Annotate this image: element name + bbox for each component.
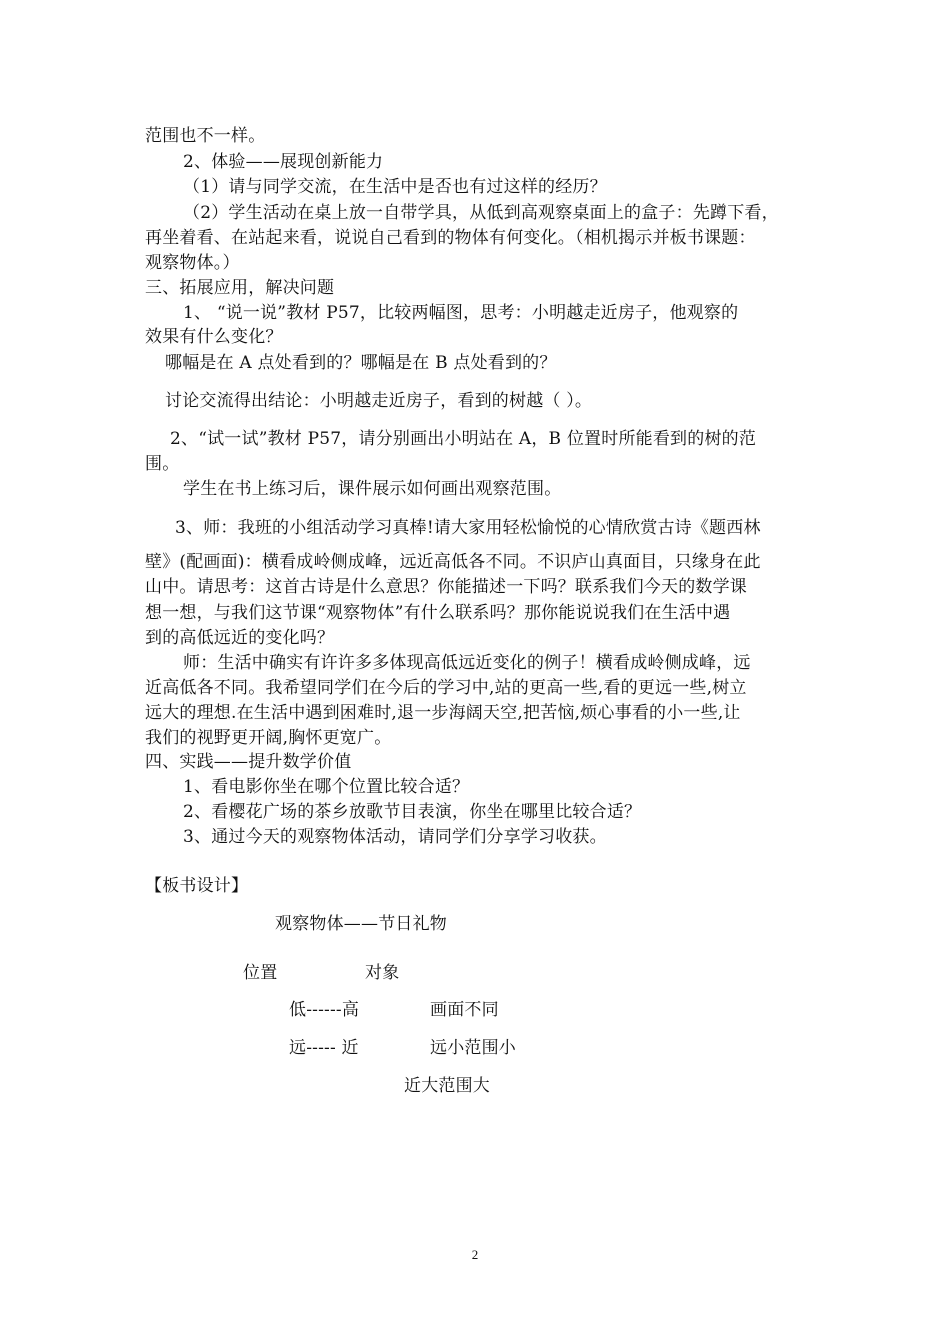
board-cell: 远小范围小 xyxy=(430,1038,516,1058)
text-line: 1、看电影你坐在哪个位置比较合适？ xyxy=(183,777,470,797)
text-line: （2）学生活动在桌上放一自带学具，从低到高观察桌面上的盒子：先蹲下看， xyxy=(183,203,779,223)
text-line: 讨论交流得出结论：小明越走近房子，看到的树越（ ）。 xyxy=(165,391,593,411)
section-heading: 四、实践——提升数学价值 xyxy=(145,752,352,772)
board-cell: 低------高 xyxy=(289,1000,360,1020)
board-column-object: 对象 xyxy=(365,963,400,983)
text-line: 近高低各不同。我希望同学们在今后的学习中,站的更高一些,看的更远一些,树立 xyxy=(145,678,747,698)
text-line: 哪幅是在 A 点处看到的？哪幅是在 B 点处看到的？ xyxy=(165,353,557,373)
text-line: 范围也不一样。 xyxy=(145,126,266,146)
text-line: 想一想，与我们这节课“观察物体”有什么联系吗？那你能说说我们在生活中遇 xyxy=(145,603,731,623)
text-line: 观察物体。） xyxy=(145,253,240,273)
board-cell: 画面不同 xyxy=(430,1000,499,1020)
text-line: 壁》(配画面)：横看成岭侧成峰，远近高低各不同。不识庐山真面目，只缘身在此 xyxy=(145,552,761,572)
text-line: （1）请与同学交流，在生活中是否也有过这样的经历？ xyxy=(183,177,607,197)
board-cell: 远----- 近 xyxy=(289,1038,359,1058)
text-line: 山中。请思考：这首古诗是什么意思？你能描述一下吗？联系我们今天的数学课 xyxy=(145,577,747,597)
board-column-position: 位置 xyxy=(243,963,278,983)
text-line: 2、看樱花广场的茶乡放歌节目表演，你坐在哪里比较合适？ xyxy=(183,802,642,822)
text-line: 学生在书上练习后，课件展示如何画出观察范围。 xyxy=(183,479,562,499)
text-line: 再坐着看、在站起来看，说说自己看到的物体有何变化。（相机揭示并板书课题： xyxy=(145,228,756,248)
board-heading: 【板书设计】 xyxy=(145,876,249,896)
text-line: 3、师：我班的小组活动学习真棒!请大家用轻松愉悦的心情欣赏古诗《题西林 xyxy=(175,518,761,538)
text-line: 1、 “说一说”教材 P57，比较两幅图，思考：小明越走近房子，他观察的 xyxy=(183,303,739,323)
board-title: 观察物体——节日礼物 xyxy=(275,914,447,934)
text-line: 师：生活中确实有许许多多体现高低远近变化的例子！横看成岭侧成峰，远 xyxy=(183,653,751,673)
text-line: 围。 xyxy=(145,454,180,474)
section-heading: 2、体验——展现创新能力 xyxy=(183,152,384,172)
text-line: 3、通过今天的观察物体活动，请同学们分享学习收获。 xyxy=(183,827,607,847)
board-cell: 近大范围大 xyxy=(404,1076,490,1096)
section-heading: 三、拓展应用，解决问题 xyxy=(145,278,335,298)
text-line: 效果有什么变化？ xyxy=(145,327,283,347)
text-line: 我们的视野更开阔,胸怀更宽广。 xyxy=(145,728,392,748)
text-line: 远大的理想.在生活中遇到困难时,退一步海阔天空,把苦恼,烦心事看的小一些,让 xyxy=(145,703,741,723)
text-line: 2、“试一试”教材 P57，请分别画出小明站在 A，B 位置时所能看到的树的范 xyxy=(170,429,757,449)
text-line: 到的高低远近的变化吗？ xyxy=(145,628,335,648)
page-number: 2 xyxy=(471,1247,479,1262)
